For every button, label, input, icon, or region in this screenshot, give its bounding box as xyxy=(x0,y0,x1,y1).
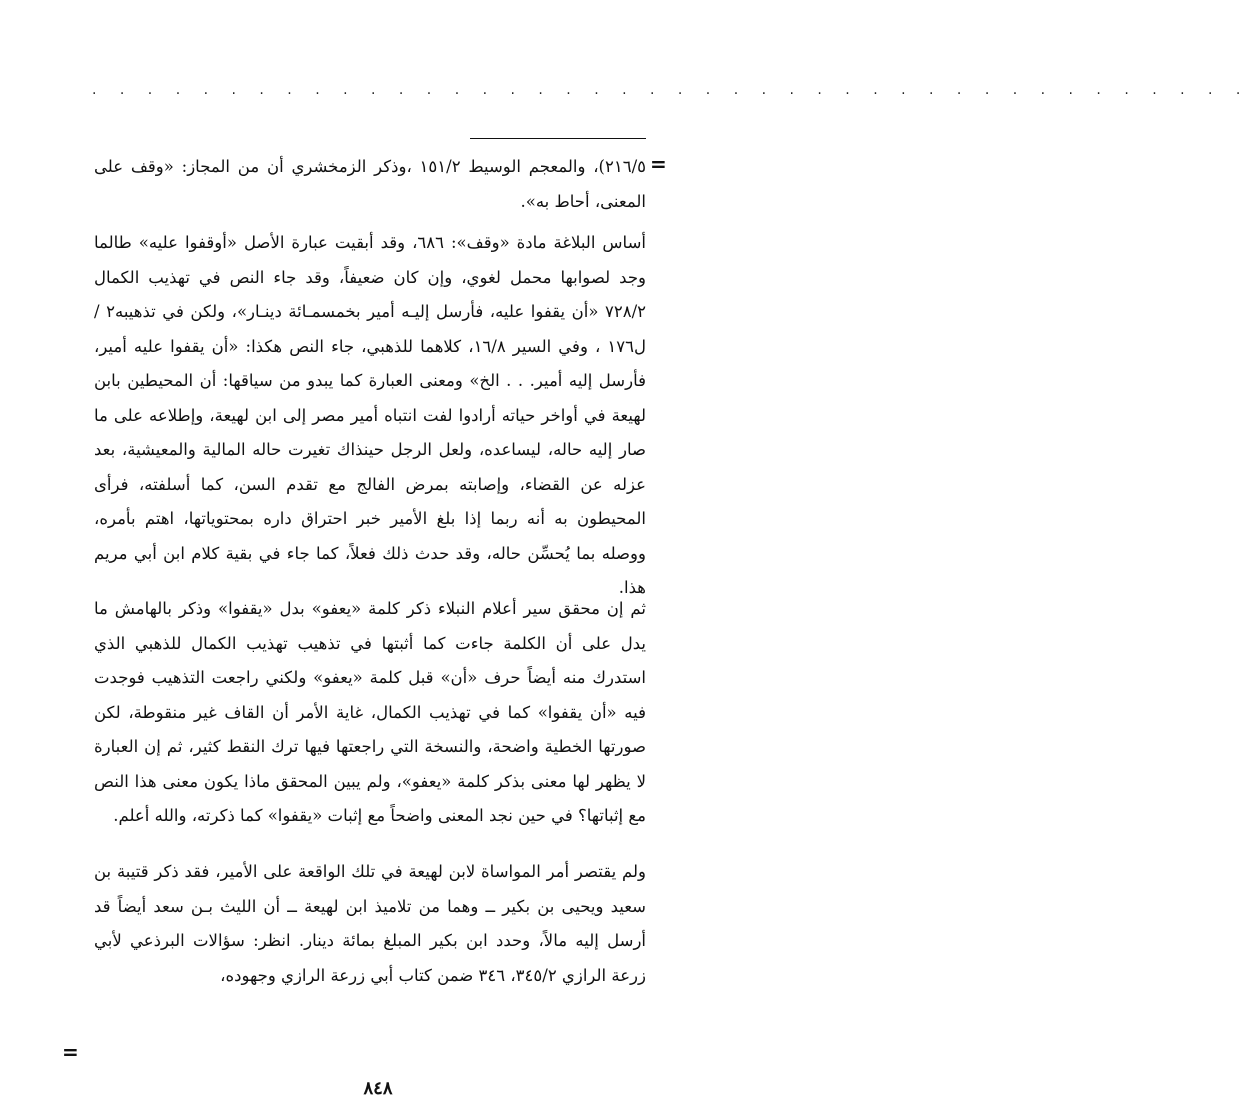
paragraph-text: ولم يقتصر أمر المواساة لابن لهيعة في تلك الواقعة على الأمير، فقد ذكر قتيبة بن سعيد ويحيى بن بكير ــ وهما من تلاميذ ابن لهيعة ــ أن الليث بـن سعد أيضاً قد أرسل إليه مالاً، وحدد ابن بكير المبلغ بمائة دينار. انظر: سؤالات البرذعي لأبي زرعة الرازي ٣٤٥/٢، ٣٤٦ ضمن كتاب أبي زرعة الرازي وجهوده، xyxy=(94,862,646,985)
footnote-paragraph-2 xyxy=(94,226,646,606)
header-dotted-line: . . . . . . . . . . . . . . . . . . . . . . . . . . . . . . . . . . . . . . . . . . xyxy=(92,82,1250,98)
continuation-mark-top: = xyxy=(650,152,667,176)
footnote-separator xyxy=(470,138,646,139)
paragraph-text: ٢١٦/٥)، والمعجم الوسيط ١٥١/٢ ،وذكر الزمخشري أن من المجاز: «وقف على المعنى، أحاط به». xyxy=(94,157,646,211)
footnote-paragraph-1 xyxy=(94,150,646,219)
page-number: ٨٤٨ xyxy=(363,1078,393,1099)
footnote-paragraph-3 xyxy=(94,592,646,834)
footnote-paragraph-4 xyxy=(94,855,646,993)
continuation-mark-bottom: = xyxy=(62,1040,79,1064)
paragraph-text: ثم إن محقق سير أعلام النبلاء ذكر كلمة «يعفو» بدل «يقفوا» وذكر بالهامش ما يدل على أن الكلمة جاءت كما أثبتها في تذهيب تهذيب الكمال للذهبي الذي استدرك منه أيضاً حرف «أن» قبل كلمة «يعفو» ولكني راجعت التذهيب فوجدت فيه «أن يقفوا» كما في تهذيب الكمال، غاية الأمر أن القاف غير منقوطة، لكن صورتها الخطية واضحة، والنسخة التي راجعتها فيها ترك النقط كثير، ثم إن العبارة لا يظهر لها معنى بذكر كلمة «يعفو»، ولم يبين المحقق ماذا يكون معنى هذا النص مع إثباتها؟ في حين نجد المعنى واضحاً مع إثبات «يقفوا» كما ذكرته، والله أعلم. xyxy=(94,599,646,825)
paragraph-text: أساس البلاغة مادة «وقف»: ٦٨٦، وقد أبقيت عبارة الأصل «أوقفوا عليه» طالما وجد لصوابها محمل لغوي، وإن كان ضعيفاً، وقد جاء النص في تهذيب الكمال ٧٢٨/٢ «أن يقفوا عليه، فأرسل إليـه أمير بخمسمـائة دينـار»، ولكن في تذهيبه٢ /ل١٧٦ ، وفي السير ١٦/٨، كلاهما للذهبي، جاء النص هكذا: «أن يقفوا عليه أمير، فأرسل إليه أمير. . . الخ» ومعنى العبارة كما يبدو من سياقها: أن المحيطين بابن لهيعة في أواخر حياته أرادوا لفت انتباه أمير مصر إلى ابن لهيعة، وإطلاعه على ما صار إليه حاله، ليساعده، ولعل الرجل حينذاك تغيرت حاله المالية والمعيشية، بعد عزله عن القضاء، وإصابته بمرض الفالج مع تقدم السن، كما أسلفته، فرأى المحيطون به أنه ربما إذا بلغ الأمير خبر احتراق داره بمحتوياتها، اهتم بأمره، ووصله بما يُحسِّن حاله، وقد حدث ذلك فعلاً، كما جاء في بقية كلام ابن أبي مريم هذا. xyxy=(94,233,647,597)
